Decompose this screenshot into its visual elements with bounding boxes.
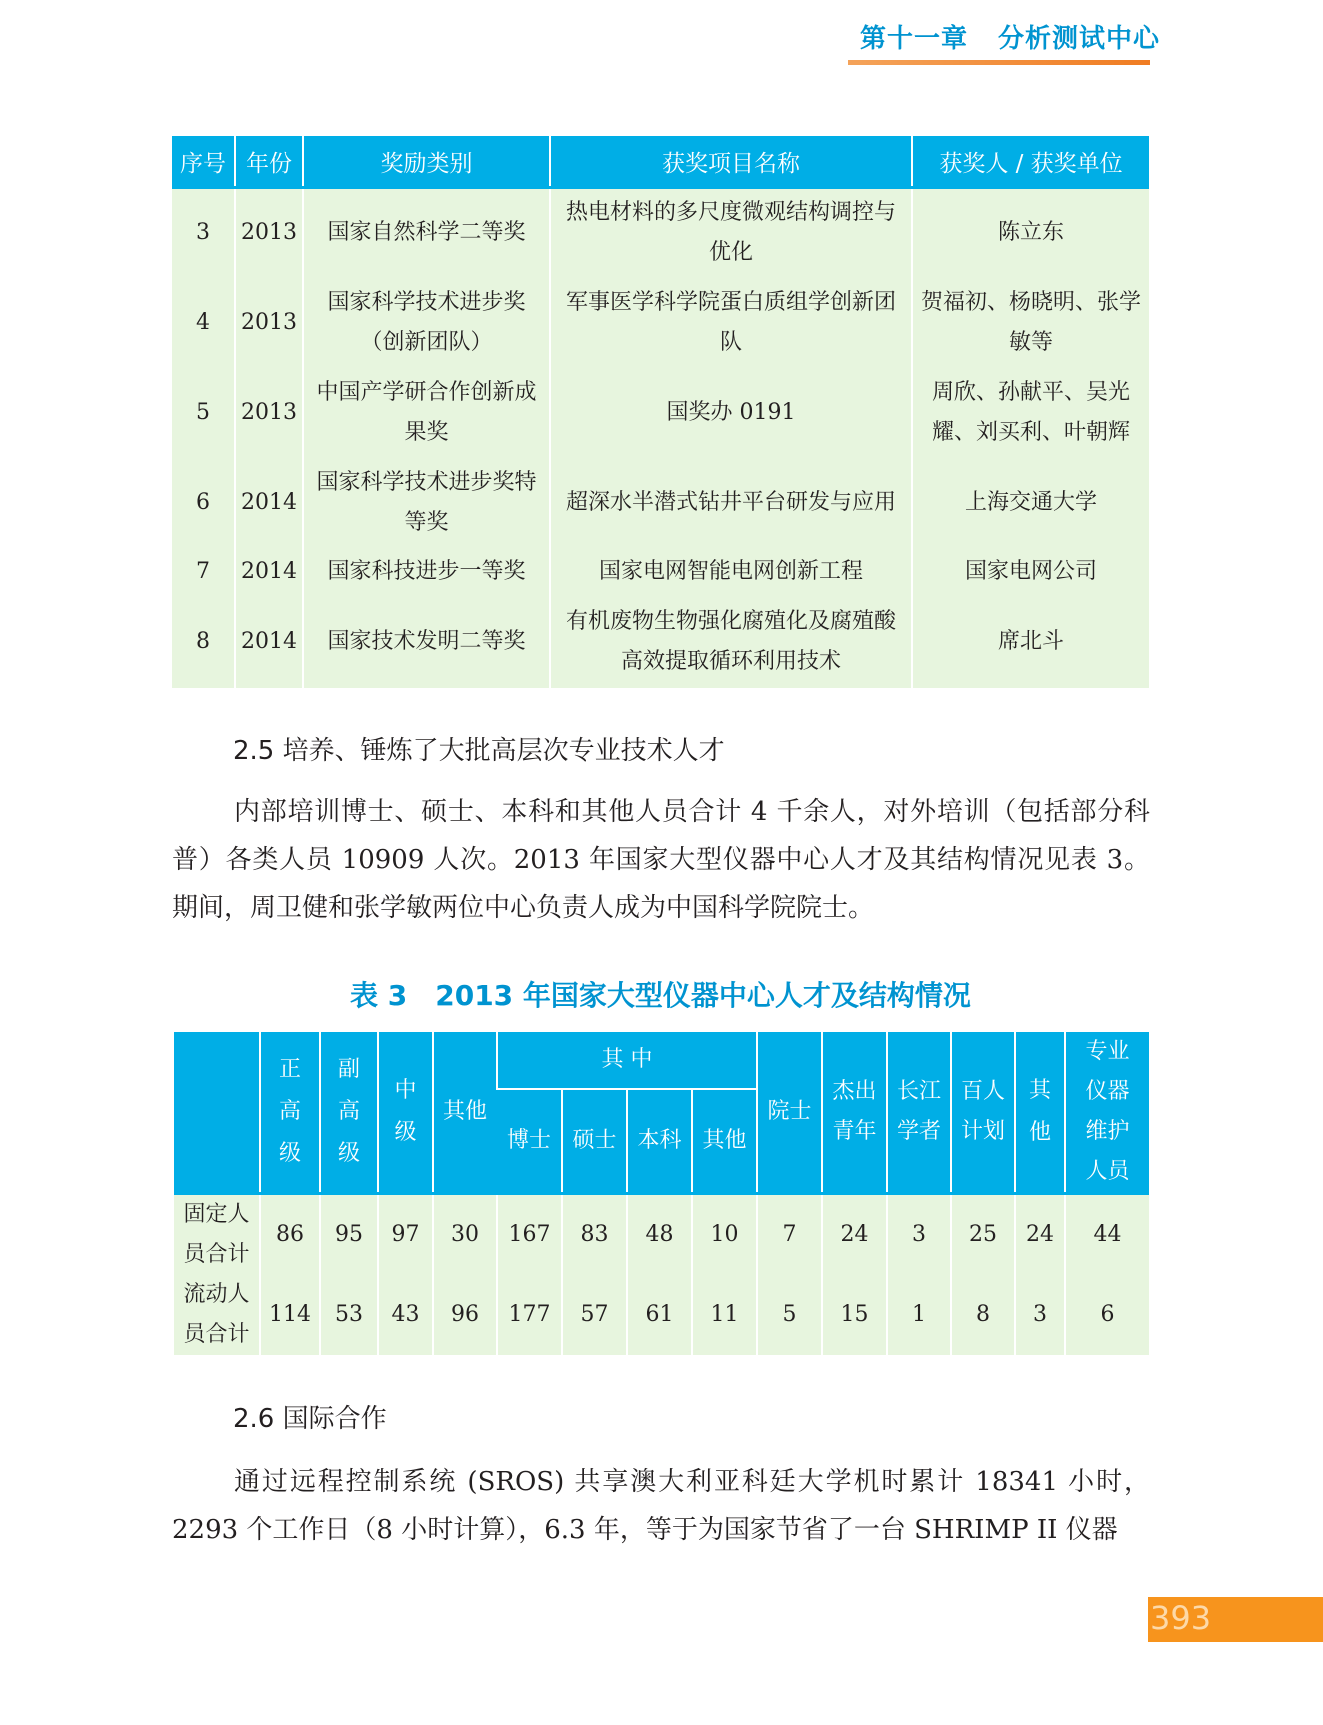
cell-year: 2013 [235, 368, 303, 458]
cell-value: 1 [887, 1275, 951, 1355]
header-senior [260, 1032, 320, 1194]
table-row [174, 1194, 1149, 1276]
cell-year: 2014 [235, 458, 303, 548]
header-other: 其他 [433, 1032, 497, 1194]
cell-value: 48 [627, 1194, 692, 1276]
chapter-header [860, 18, 1160, 55]
header-changjiang-text: 长江学者 [896, 1079, 941, 1144]
cell-winner: 国家电网公司 [912, 548, 1149, 596]
header-of-which: 其 中 [497, 1032, 757, 1089]
header-project: 获奖项目名称 [550, 136, 912, 188]
cell-value: 8 [951, 1275, 1015, 1355]
page-number: 393 [1150, 1599, 1212, 1637]
page-number-tab [1148, 1597, 1323, 1642]
cell-category-text: 国家科学技术进步奖特等奖 [316, 469, 537, 535]
cell-value: 3 [1015, 1275, 1065, 1355]
header-changjiang [887, 1032, 951, 1194]
section-paragraph-2-5: 内部培训博士、硕士、本科和其他人员合计 4 千余人，对外培训（包括部分科普）各类人员 10909 人次。2013 年国家大型仪器中心人才及其结构情况见表 3。期间，周卫健和张学敏两位中心负责人成为中国科学院院士。 [172, 797, 1150, 923]
cell-project [550, 458, 912, 548]
cell-project-text: 超深水半潜式钻井平台研发与应用 [565, 489, 896, 515]
header-academician: 院士 [757, 1032, 822, 1194]
cell-category: 国家自然科学二等奖 [303, 188, 550, 278]
cell-winner-text: 贺福初、杨晓明、张学敏等 [920, 289, 1141, 355]
header-no: 序号 [172, 136, 235, 188]
cell-category [303, 368, 550, 458]
cell-value: 86 [260, 1194, 320, 1276]
header-middle [378, 1032, 433, 1194]
table-row [172, 368, 1149, 458]
header-other2 [1015, 1032, 1065, 1194]
cell-category-text: 中国产学研合作创新成果奖 [316, 379, 537, 445]
table-row [172, 278, 1149, 368]
row-label [174, 1194, 260, 1276]
cell-project [550, 188, 912, 278]
section-paragraph-2-6: 通过远程控制系统 (SROS) 共享澳大利亚科廷大学机时累计 18341 小时，2293 个工作日（8 小时计算），6.3 年，等于为国家节省了一台 SHRIMP II 仪器 [172, 1467, 1150, 1545]
talent-table [174, 1032, 1149, 1355]
cell-value: 3 [887, 1194, 951, 1276]
cell-project-text: 军事医学科学院蛋白质组学创新团队 [565, 289, 896, 355]
cell-year: 2014 [235, 596, 303, 688]
cell-category [303, 278, 550, 368]
cell-no: 5 [172, 368, 235, 458]
header-vice-senior-text: 副高级 [337, 1057, 360, 1166]
cell-category [303, 458, 550, 548]
header-other2-text: 其他 [1028, 1078, 1051, 1145]
header-outstanding-youth-text: 杰出青年 [832, 1079, 877, 1144]
cell-year: 2013 [235, 278, 303, 368]
table-row [172, 596, 1149, 688]
section-heading-2-5: 2.5 培养、锤炼了大批高层次专业技术人才 [233, 736, 725, 766]
cell-project-text: 有机废物生物强化腐殖化及腐殖酸高效提取循环利用技术 [565, 608, 896, 674]
cell-winner [912, 278, 1149, 368]
chapter-number: 第十一章 [860, 24, 969, 54]
header-category: 奖励类别 [303, 136, 550, 188]
cell-value: 10 [692, 1194, 757, 1276]
cell-project-text: 热电材料的多尺度微观结构调控与优化 [565, 200, 896, 266]
header-maintenance [1065, 1032, 1149, 1194]
cell-year: 2013 [235, 188, 303, 278]
cell-value: 95 [320, 1194, 378, 1276]
cell-value: 167 [497, 1194, 562, 1276]
cell-value: 44 [1065, 1194, 1149, 1276]
cell-project: 国家电网智能电网创新工程 [550, 548, 912, 596]
cell-no: 6 [172, 458, 235, 548]
award-table [172, 136, 1149, 688]
cell-value: 6 [1065, 1275, 1149, 1355]
table-caption: 表 3 2013 年国家大型仪器中心人才及结构情况 [350, 979, 971, 1012]
header-senior-text: 正高级 [278, 1057, 301, 1166]
table-row [174, 1275, 1149, 1355]
header-phd: 博士 [497, 1089, 562, 1193]
cell-no: 3 [172, 188, 235, 278]
header-hundred-talents-text: 百人计划 [960, 1079, 1005, 1144]
header-winner: 获奖人 / 获奖单位 [912, 136, 1149, 188]
header-blank [174, 1032, 260, 1194]
cell-winner: 席北斗 [912, 596, 1149, 688]
row-label-text: 固定人员合计 [183, 1202, 250, 1267]
table-row [172, 188, 1149, 278]
header-sub-other: 其他 [692, 1089, 757, 1193]
cell-value: 15 [822, 1275, 887, 1355]
cell-value: 5 [757, 1275, 822, 1355]
talent-header-row [174, 1032, 1149, 1089]
cell-winner: 陈立东 [912, 188, 1149, 278]
cell-winner [912, 368, 1149, 458]
header-maintenance-text: 专业仪器维护人员 [1085, 1039, 1130, 1184]
cell-value: 96 [433, 1275, 497, 1355]
table-row [172, 458, 1149, 548]
cell-value: 61 [627, 1275, 692, 1355]
header-bachelor: 本科 [627, 1089, 692, 1193]
cell-category: 国家科技进步一等奖 [303, 548, 550, 596]
section-heading-2-6: 2.6 国际合作 [233, 1404, 387, 1434]
row-label-text: 流动人员合计 [183, 1282, 250, 1347]
cell-value: 177 [497, 1275, 562, 1355]
header-middle-text: 中级 [394, 1078, 417, 1145]
header-hundred-talents [951, 1032, 1015, 1194]
cell-value: 43 [378, 1275, 433, 1355]
cell-no: 4 [172, 278, 235, 368]
header-master: 硕士 [562, 1089, 627, 1193]
cell-value: 25 [951, 1194, 1015, 1276]
award-table-header-row [172, 136, 1149, 188]
cell-value: 11 [692, 1275, 757, 1355]
cell-value: 7 [757, 1194, 822, 1276]
cell-no: 7 [172, 548, 235, 596]
row-label [174, 1275, 260, 1355]
cell-project: 国奖办 0191 [550, 368, 912, 458]
chapter-title: 分析测试中心 [998, 24, 1161, 54]
cell-project [550, 596, 912, 688]
cell-project [550, 278, 912, 368]
cell-value: 114 [260, 1275, 320, 1355]
cell-value: 97 [378, 1194, 433, 1276]
header-outstanding-youth [822, 1032, 887, 1194]
table-row [172, 548, 1149, 596]
cell-value: 83 [562, 1194, 627, 1276]
cell-winner-text: 周欣、孙献平、吴光耀、刘买利、叶朝辉 [931, 379, 1130, 445]
header-year: 年份 [235, 136, 303, 188]
cell-value: 24 [1015, 1194, 1065, 1276]
cell-category: 国家技术发明二等奖 [303, 596, 550, 688]
cell-value: 57 [562, 1275, 627, 1355]
cell-value: 53 [320, 1275, 378, 1355]
cell-value: 30 [433, 1194, 497, 1276]
cell-no: 8 [172, 596, 235, 688]
cell-category-text: 国家科学技术进步奖（创新团队） [327, 289, 526, 355]
cell-year: 2014 [235, 548, 303, 596]
cell-value: 24 [822, 1194, 887, 1276]
header-vice-senior [320, 1032, 378, 1194]
cell-winner: 上海交通大学 [912, 458, 1149, 548]
chapter-header-rule [848, 60, 1150, 65]
